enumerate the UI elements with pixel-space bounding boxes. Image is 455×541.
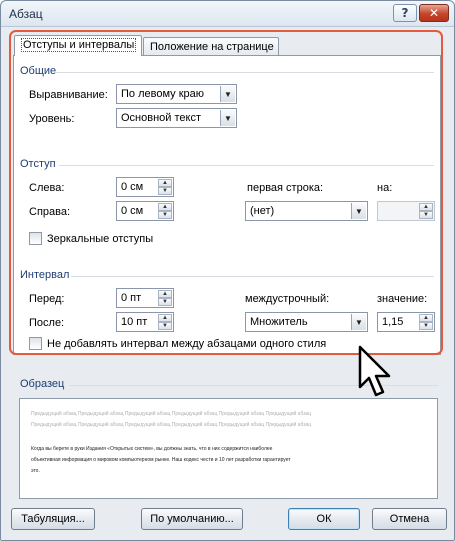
spin-down-icon[interactable]: ▼ xyxy=(158,322,172,330)
chevron-down-icon[interactable]: ▼ xyxy=(351,203,366,219)
tab-label: Положение на странице xyxy=(150,41,274,53)
spacing-before-spinner[interactable] xyxy=(116,288,174,308)
dont-add-space-checkbox[interactable] xyxy=(29,337,42,350)
tab-label: Отступы и интервалы xyxy=(23,39,135,51)
spin-up-icon[interactable]: ▲ xyxy=(158,314,172,322)
indent-by-label: на: xyxy=(377,182,393,194)
chevron-down-icon[interactable]: ▼ xyxy=(351,314,366,330)
chevron-down-icon[interactable]: ▼ xyxy=(220,86,235,102)
line-spacing-label: междустрочный: xyxy=(245,293,330,305)
indent-right-value: 0 см xyxy=(121,205,144,217)
set-default-button-label: По умолчанию... xyxy=(150,513,234,525)
window-title: Абзац xyxy=(9,7,43,21)
spacing-section-title: Интервал xyxy=(20,269,70,281)
spin-down-icon[interactable]: ▼ xyxy=(158,211,172,219)
title-bar[interactable] xyxy=(1,1,454,27)
first-line-select[interactable] xyxy=(245,201,368,221)
spin-down-icon[interactable]: ▼ xyxy=(158,187,172,195)
set-default-button[interactable] xyxy=(141,508,243,530)
cancel-button[interactable] xyxy=(372,508,447,530)
help-icon: ? xyxy=(401,6,409,20)
tabs-button[interactable] xyxy=(11,508,95,530)
indent-right-label: Справа: xyxy=(29,206,71,218)
line-spacing-select[interactable] xyxy=(245,312,368,332)
tabs-button-label: Табуляция... xyxy=(21,513,85,525)
spacing-at-value: 1,15 xyxy=(382,316,404,328)
spacing-before-value: 0 пт xyxy=(121,292,142,304)
indent-separator xyxy=(59,165,434,166)
spacing-separator xyxy=(71,276,434,277)
ok-button[interactable] xyxy=(288,508,360,530)
indent-right-spinner[interactable] xyxy=(116,201,174,221)
pointer-cursor-icon xyxy=(357,345,397,401)
general-section-title: Общие xyxy=(20,65,57,77)
preview-sample-line: объективная информация о мировом компьютерном рынке. Наш кодекс чести и 10 лет разработки гарантирует xyxy=(31,457,291,463)
spin-down-icon[interactable]: ▼ xyxy=(419,322,433,330)
alignment-label: Выравнивание: xyxy=(29,89,108,101)
help-button[interactable] xyxy=(393,4,417,22)
close-icon: ✕ xyxy=(428,6,440,20)
spin-up-icon[interactable]: ▲ xyxy=(158,203,172,211)
preview-previous-line: Предыдущий абзац Предыдущий абзац Предыдущий абзац Предыдущий абзац Предыдущий абзац Предыдущий абзац xyxy=(31,422,312,428)
mirror-indents-label: Зеркальные отступы xyxy=(47,233,154,245)
cancel-button-label: Отмена xyxy=(389,513,430,525)
spin-up-icon[interactable]: ▲ xyxy=(419,314,433,322)
spacing-at-label: значение: xyxy=(377,293,428,305)
ok-button-label: ОК xyxy=(316,513,332,525)
mirror-indents-checkbox[interactable] xyxy=(29,232,42,245)
indent-left-label: Слева: xyxy=(29,182,65,194)
spin-up-icon[interactable]: ▲ xyxy=(158,290,172,298)
close-button[interactable] xyxy=(419,4,449,22)
preview-previous-line: Предыдущий абзац Предыдущий абзац Предыдущий абзац Предыдущий абзац Предыдущий абзац Предыдущий абзац xyxy=(31,411,312,417)
line-spacing-value: Множитель xyxy=(250,316,308,328)
spin-up-icon[interactable]: ▲ xyxy=(158,179,172,187)
first-line-value: (нет) xyxy=(250,205,275,217)
tab-indents-and-spacing[interactable] xyxy=(14,35,142,56)
preview-sample-line: это. xyxy=(31,468,40,474)
spacing-at-spinner[interactable] xyxy=(377,312,435,332)
indent-left-value: 0 см xyxy=(121,181,144,193)
alignment-select[interactable] xyxy=(116,84,237,104)
spacing-after-spinner[interactable] xyxy=(116,312,174,332)
chevron-down-icon[interactable]: ▼ xyxy=(220,110,235,126)
indent-section-title: Отступ xyxy=(20,158,56,170)
preview-sample-line: Когда вы берете в руки Издания «Открытых систем», вы должны знать, что в них содержится наиболее xyxy=(31,446,273,452)
indent-left-spinner[interactable] xyxy=(116,177,174,197)
general-separator xyxy=(56,72,434,73)
alignment-value: По левому краю xyxy=(121,88,204,100)
level-label: Уровень: xyxy=(29,113,75,125)
tab-line-and-page-breaks[interactable] xyxy=(143,37,279,57)
spin-down-icon[interactable]: ▼ xyxy=(419,211,433,219)
spacing-before-label: Перед: xyxy=(29,293,65,305)
preview-box xyxy=(19,398,438,499)
level-value: Основной текст xyxy=(121,112,201,124)
indent-by-spinner[interactable] xyxy=(377,201,435,221)
spacing-after-label: После: xyxy=(29,317,65,329)
dont-add-space-label: Не добавлять интервал между абзацами одного стиля xyxy=(47,338,327,350)
level-select[interactable] xyxy=(116,108,237,128)
spacing-after-value: 10 пт xyxy=(121,316,148,328)
preview-section-title: Образец xyxy=(20,378,65,390)
spin-up-icon[interactable]: ▲ xyxy=(419,203,433,211)
spin-down-icon[interactable]: ▼ xyxy=(158,298,172,306)
first-line-label: первая строка: xyxy=(247,182,324,194)
